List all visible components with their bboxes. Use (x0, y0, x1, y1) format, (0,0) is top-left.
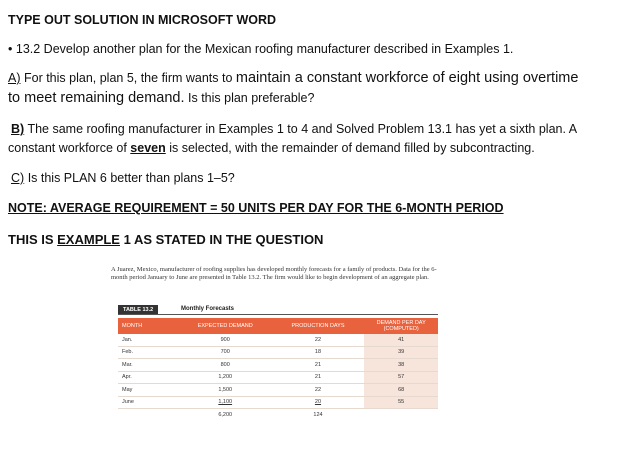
table-row (118, 384, 438, 397)
col-month: MONTH (118, 318, 179, 334)
cell-days: 22 (272, 334, 365, 346)
cell-blank (118, 409, 179, 421)
part-b-line-2 (8, 140, 535, 156)
cell-month: June (118, 396, 179, 409)
part-b-text-1: The same roofing manufacturer in Examples 1 to 4 and Solved Problem 13.1 has yet a sixth plan. A (27, 122, 578, 136)
part-b-line-1 (11, 121, 577, 137)
cell-days: 22 (272, 384, 365, 397)
part-a-line-1 (8, 70, 578, 86)
bullet-text: 13.2 Develop another plan for the Mexican roofing manufacturer described in Examples 1. (15, 42, 514, 56)
part-b-text-2: constant workforce of (8, 141, 127, 155)
cell-days: 21 (272, 359, 365, 372)
cell-per-day: 38 (364, 359, 438, 372)
cell-per-day: 57 (364, 371, 438, 384)
total-demand: 6,200 (218, 411, 233, 418)
cell-month: May (118, 384, 179, 397)
table-title: Monthly Forecasts (181, 306, 235, 312)
cell-month: Apr. (118, 371, 179, 384)
cell-demand: 700 (179, 346, 272, 359)
table-row (118, 346, 438, 359)
cell-demand: 1,200 (179, 371, 272, 384)
part-b-text-3: is selected, with the remainder of demand filled by subcontracting. (169, 141, 535, 155)
cell-demand: 800 (179, 359, 272, 372)
part-c-line (11, 170, 235, 186)
part-a-text-2: maintain a constant workforce of eight using overtime (235, 70, 579, 86)
textbook-excerpt-image (93, 258, 453, 438)
part-a-line-2 (8, 90, 314, 106)
table-row (118, 371, 438, 384)
col-expected-demand: EXPECTED DEMAND (179, 318, 272, 334)
table-label: TABLE 13.2 (118, 305, 158, 315)
cell-per-day: 55 (364, 396, 438, 409)
table-row (118, 359, 438, 372)
part-c-label: C) (11, 171, 25, 185)
table-total-row (118, 409, 438, 421)
table-header-row (118, 318, 438, 334)
example-post: 1 AS STATED IN THE QUESTION (123, 232, 324, 247)
cell-demand: 1,500 (179, 384, 272, 397)
part-b-label: B) (11, 122, 25, 136)
cell-per-day: 41 (364, 334, 438, 346)
cell-per-day: 68 (364, 384, 438, 397)
forecast-table (118, 318, 438, 421)
part-a-label: A) (8, 71, 21, 85)
bullet-mark: • (8, 42, 13, 56)
part-a-text-1: For this plan, plan 5, the firm wants to (23, 71, 233, 85)
example-line (8, 232, 323, 248)
table-row (118, 396, 438, 409)
cell-days: 18 (272, 346, 365, 359)
cell-demand: 900 (179, 334, 272, 346)
cell-days: 21 (272, 371, 365, 384)
cell-month: Jan. (118, 334, 179, 346)
excerpt-intro: A Juarez, Mexico, manufacturer of roofing supplies has developed monthly forecasts for a family of products. Data for the 6-month period January to June are presented in Table 13.2. The firm would like to begin development of an aggregate plan. (111, 266, 437, 281)
table-row (118, 334, 438, 346)
col-production-days: PRODUCTION DAYS (272, 318, 365, 334)
note: NOTE: AVERAGE REQUIREMENT = 50 UNITS PER DAY FOR THE 6-MONTH PERIOD (8, 201, 504, 215)
part-b-emph: seven (130, 141, 166, 155)
example-emph: EXAMPLE (57, 232, 120, 247)
col-demand-per-day: DEMAND PER DAY (COMPUTED) (364, 318, 438, 334)
table-rule (118, 314, 438, 315)
heading: TYPE OUT SOLUTION IN MICROSOFT WORD (8, 13, 277, 27)
part-c-text: Is this PLAN 6 better than plans 1–5? (27, 171, 235, 185)
part-a-text-3: to meet remaining demand. (8, 90, 185, 106)
cell-month: Mar. (118, 359, 179, 372)
cell-month: Feb. (118, 346, 179, 359)
example-pre: THIS IS (8, 232, 54, 247)
cell-per-day: 39 (364, 346, 438, 359)
part-a-text-4: Is this plan preferable? (188, 91, 315, 105)
cell-days: 20 (272, 396, 365, 409)
bullet-item (8, 41, 513, 57)
total-days: 124 (313, 411, 323, 418)
cell-demand: 1,100 (179, 396, 272, 409)
cell-blank (364, 409, 438, 421)
